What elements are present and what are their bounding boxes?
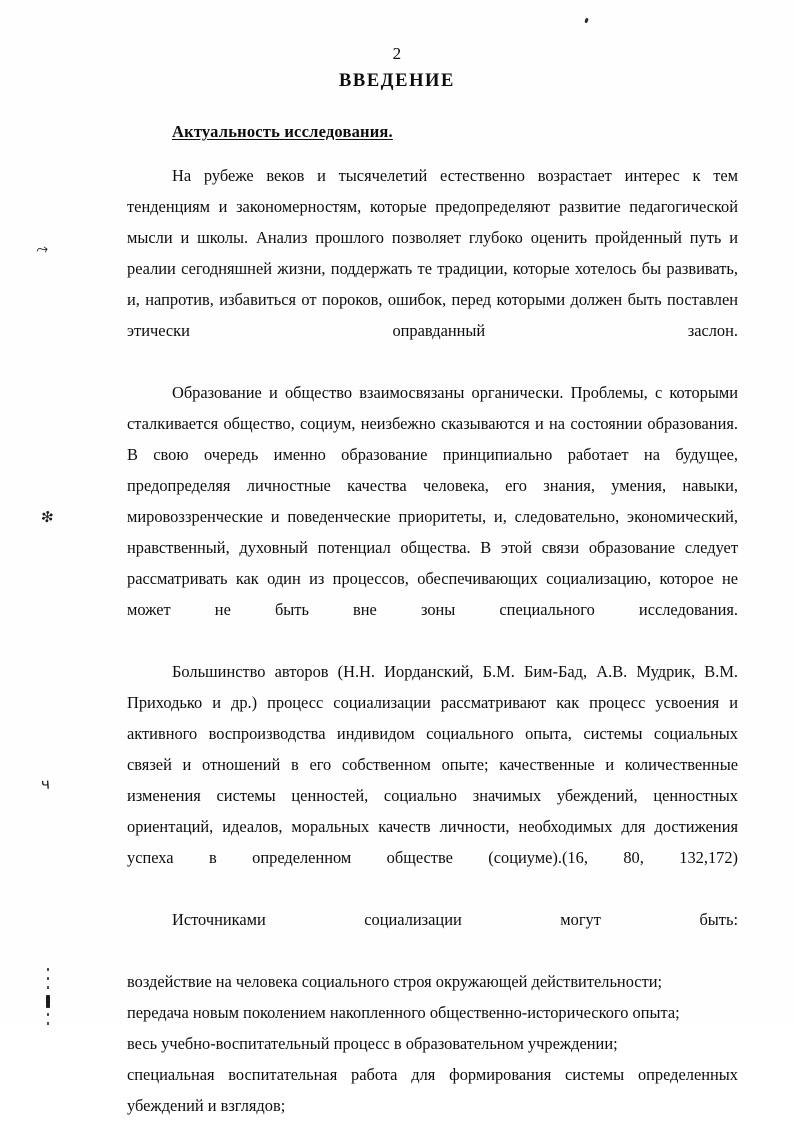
paragraph-1: На рубеже веков и тысячелетий естественно возрастает интерес к тем тенденциям и закономерностям, которые предопределяют развитие педагогической мысли и школы. Анализ прошлого позволяет глубоко оценить пройденный путь и реалии сегодняшней жизни, поддержать те традиции, которые хотелось бы развивать, и, напротив, избавиться от пороков, ошибок, перед которыми должен быть поставлен этически оправданный заслон. — [127, 166, 738, 340]
page-number: 2 — [392, 44, 402, 63]
list-item: весь учебно-воспитательный процесс в образовательном учреждении; — [127, 1034, 618, 1053]
list-item: передача новым поколением накопленного общественно-исторического опыта; — [127, 1003, 680, 1022]
list-item: воздействие на человека социального строя окружающей действительности; — [127, 972, 663, 991]
paragraph-2: Образование и общество взаимосвязаны органически. Проблемы, с которыми сталкивается общество, социум, неизбежно сказываются и на состоянии образования. В свою очередь именно образование принципиально работает на будущее, предопределяя личностные качества человека, его знания, умения, навыки, мировоззренческие и поведенческие приоритеты, и, следовательно, экономический, нравственный, духовный потенциал общества. В этой связи образование следует рассматривать как один из процессов, обеспечивающих социализацию, которое не может не быть вне зоны специального исследования. — [127, 383, 738, 619]
paragraph-4-sources-intro: Источниками социализации могут быть: — [172, 910, 738, 929]
text-column — [127, 122, 738, 1121]
subheading-line — [127, 122, 738, 151]
margin-annotation-mark: ч — [40, 774, 51, 794]
scan-speck-artifact — [584, 18, 588, 24]
margin-annotation-mark: ❇ — [40, 507, 55, 527]
section-title: ВВЕДЕНИЕ — [338, 71, 455, 91]
margin-annotation-mark: ⤳ — [34, 238, 50, 260]
subheading-actuality: Актуальность исследования. — [172, 122, 393, 141]
paragraph-3: Большинство авторов (Н.Н. Иорданский, Б.М. Бим-Бад, А.В. Мудрик, В.М. Приходько и др.) процесс социализации рассматривают как процесс усвоения и активного воспроизводства индивидом социального опыта, системы социальных связей и отношений в его собственном опыте; качественные и количественные изменения системы ценностей, социально значимых убеждений, ценностных ориентаций, идеалов, моральных качеств личности, необходимых для достижения успеха в определенном обществе (социуме).(16, 80, 132,172) — [127, 662, 738, 867]
list-item: специальная воспитательная работа для формирования системы определенных убеждений и взглядов; — [127, 1065, 738, 1115]
scan-edge-blot-artifact — [46, 995, 50, 1008]
